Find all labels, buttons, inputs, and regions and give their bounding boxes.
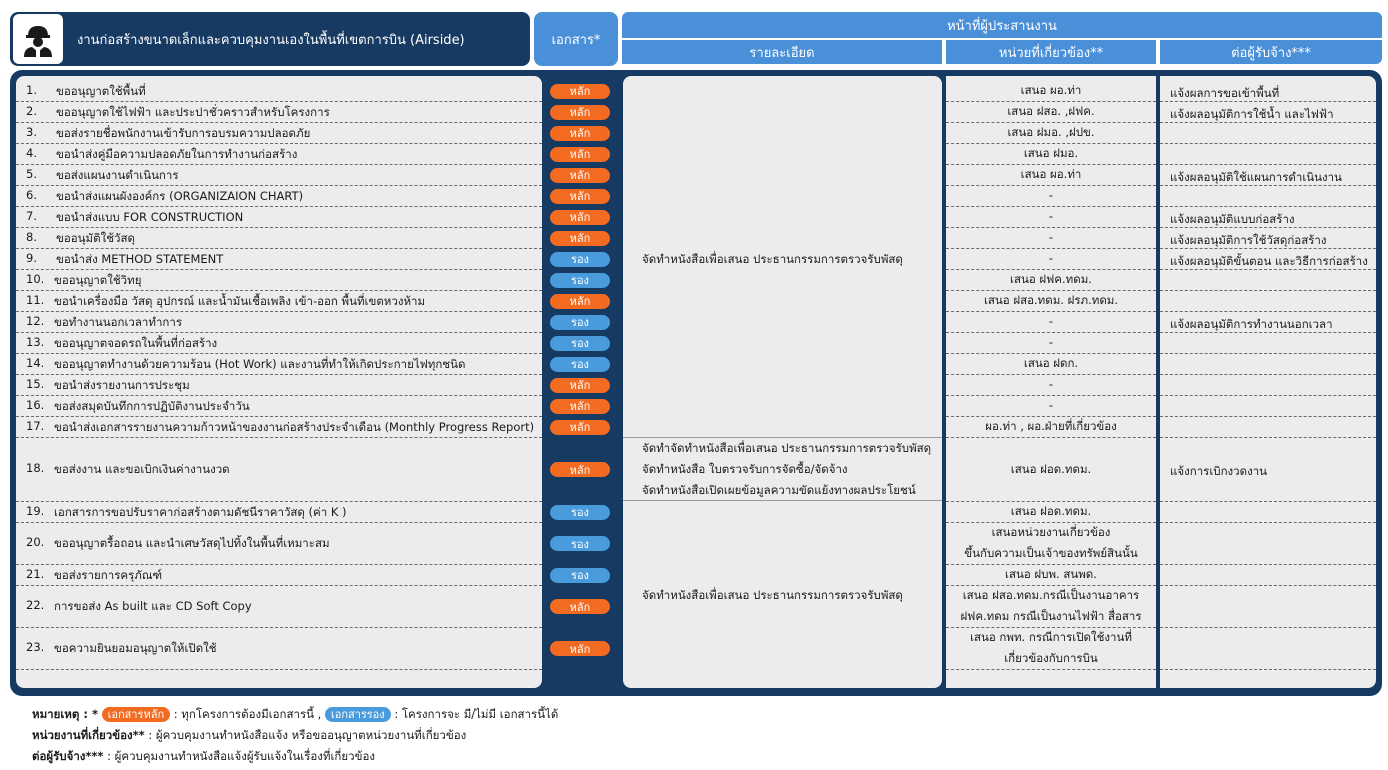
row-divider [1160, 522, 1376, 523]
row-divider [1160, 206, 1376, 207]
row-title: ขอส่งรายการครุภัณฑ์ [54, 567, 163, 582]
department-cell: - [1048, 398, 1054, 412]
row-number: 12. [26, 313, 45, 328]
department-cell: - [1048, 251, 1054, 265]
row-title: ขอนำส่ง METHOD STATEMENT [56, 251, 224, 266]
row-divider [16, 395, 542, 396]
department-cell: เสนอ ผอ.ท่า [1020, 167, 1082, 181]
department-cell: ฝฟค.ทดม กรณีเป็นงานไฟฟ้า สื่อสาร [960, 609, 1142, 623]
row-divider [16, 122, 542, 123]
row-divider [1160, 437, 1376, 438]
row-number: 17. [26, 418, 45, 433]
contractor-cell: แจ้งผลอนุมัติใช้แผนการดำเนินงาน [1170, 169, 1342, 184]
row-number: 15. [26, 376, 45, 391]
main-document-desc: : ทุกโครงการต้องมีเอกสารนี้ , [173, 707, 322, 721]
row-title: ขอนำเครื่องมือ วัสดุ อุปกรณ์ และน้ำมันเชื้อเพลิง เข้า-ออก พื้นที่เขตหวงห้าม [54, 293, 426, 308]
contractor-cell: แจ้งผลการขอเข้าพื้นที่ [1170, 85, 1280, 100]
contractor-cell: แจ้งผลอนุมัติขั้นตอน และวิธีการก่อสร้าง [1170, 253, 1368, 268]
page-title: งานก่อสร้างขนาดเล็กและควบคุมงานเองในพื้นที่เขตการบิน (Airside) [77, 32, 465, 48]
main-document-badge: หลัก [550, 231, 610, 246]
row-number: 13. [26, 334, 45, 349]
row-divider [1160, 290, 1376, 291]
row-divider [1160, 374, 1376, 375]
row-number: 5. [26, 166, 37, 181]
department-cell: ขึ้นกับความเป็นเจ้าของทรัพย์สินนั้น [964, 546, 1138, 560]
row-divider [1160, 143, 1376, 144]
row-number: 19. [26, 503, 45, 518]
sub-document-badge: รอง [550, 252, 610, 267]
main-document-badge: หลัก [550, 399, 610, 414]
row-divider [1160, 669, 1376, 670]
sub-document-badge: รอง [550, 505, 610, 520]
sub-document-desc: : โครงการจะ มี/ไม่มี เอกสารนี้ได้ [394, 707, 559, 721]
row-number: 14. [26, 355, 45, 370]
sub-document-pill: เอกสารรอง [325, 707, 391, 722]
row-divider [1160, 395, 1376, 396]
row-title: ขอทำงานนอกเวลาทำการ [54, 314, 182, 329]
department-cell: เสนอ ฝบพ. สนพด. [1005, 567, 1097, 581]
row-divider [16, 564, 542, 565]
row-divider [1160, 332, 1376, 333]
main-document-badge: หลัก [550, 641, 610, 656]
row-number: 7. [26, 208, 37, 223]
row-number: 20. [26, 535, 45, 549]
department-cell: ผอ.ท่า , ผอ.ฝ่ายที่เกี่ยวข้อง [985, 419, 1117, 433]
row-divider [16, 185, 542, 186]
row-divider [16, 206, 542, 207]
sub-document-badge: รอง [550, 315, 610, 330]
row-divider [946, 669, 1156, 670]
row-number: 4. [26, 145, 37, 160]
note-line-1 [32, 704, 558, 725]
row-number: 18. [26, 461, 45, 475]
row-number: 3. [26, 124, 37, 139]
row-number: 6. [26, 187, 37, 202]
row-divider [1160, 353, 1376, 354]
main-document-badge: หลัก [550, 84, 610, 99]
row-number: 16. [26, 397, 45, 412]
detail-group-2-line-1: จัดทำจัดทำหนังสือเพื่อเสนอ ประธานกรรมการตรวจรับพัสดุ [642, 441, 932, 455]
main-document-pill: เอกสารหลัก [102, 707, 170, 722]
row-title: ขอนำส่งเอกสารรายงานความก้าวหน้าของงานก่อสร้างประจำเดือน (Monthly Progress Report) [54, 419, 535, 434]
main-document-badge: หลัก [550, 105, 610, 120]
department-cell: เสนอ ฝมอ. [1023, 146, 1079, 160]
row-title: ขอส่งแผนงานดำเนินการ [56, 167, 179, 182]
row-title: ขอส่งงาน และขอเบิกเงินค่างานงวด [54, 462, 230, 476]
row-title: ขออนุญาตใช้ไฟฟ้า และประปาชั่วคราวสำหรับโครงการ [56, 104, 330, 119]
row-divider [16, 374, 542, 375]
sub-document-badge: รอง [550, 568, 610, 583]
row-divider [16, 248, 542, 249]
row-title: ขออนุญาตใช้วิทยุ [54, 272, 142, 287]
department-cell: เสนอ ผอ.ท่า [1020, 83, 1082, 97]
construction-worker-icon [13, 14, 63, 64]
row-divider [1160, 122, 1376, 123]
row-divider [16, 269, 542, 270]
main-document-badge: หลัก [550, 189, 610, 204]
row-title: ขออนุญาตทำงานด้วยความร้อน (Hot Work) และงานที่ทำให้เกิดประกายไฟทุกชนิด [54, 356, 466, 371]
row-number: 10. [26, 271, 45, 286]
department-cell: เสนอ ฝอด.ทดม. [1010, 504, 1092, 518]
detail-group-2-line-2: จัดทำหนังสือ ใบตรวจรับการจัดซื้อ/จัดจ้าง [642, 462, 848, 476]
department-cell: เสนอ ฝสอ.ทดม. ฝรภ.ทดม. [983, 293, 1119, 307]
department-cell: เกี่ยวข้องกับการบิน [1004, 651, 1098, 665]
row-divider [16, 522, 542, 523]
row-number: 11. [26, 292, 45, 307]
department-column-header: หน่วยที่เกี่ยวข้อง** [946, 40, 1156, 64]
row-number: 22. [26, 598, 45, 612]
row-divider [16, 585, 542, 586]
department-cell: - [1048, 209, 1054, 223]
row-divider [16, 290, 542, 291]
row-title: ขอส่งสมุดบันทึกการปฏิบัติงานประจำวัน [54, 398, 250, 413]
row-title: เอกสารการขอปรับราคาก่อสร้างตามดัชนีราคาวัสดุ (ค่า K ) [54, 504, 347, 519]
row-divider [946, 437, 1156, 438]
row-title: การขอส่ง As built และ CD Soft Copy [54, 599, 252, 613]
row-divider [1160, 269, 1376, 270]
department-cell: - [1048, 377, 1054, 391]
main-document-badge: หลัก [550, 168, 610, 183]
row-title: ขอนำส่งคู่มือความปลอดภัยในการทำงานก่อสร้าง [56, 146, 298, 161]
detail-group-2-line-3: จัดทำหนังสือเปิดเผยข้อมูลความขัดแย้งทางผลประโยชน์ [642, 483, 916, 497]
department-cell: - [1048, 335, 1054, 349]
department-cell: เสนอ ฝฟค.ทดม. [1010, 272, 1092, 286]
row-divider [1160, 311, 1376, 312]
note-line-2-label: หน่วยงานที่เกี่ยวข้อง** [32, 728, 145, 742]
row-title: ขออนุญาตรื้อถอน และนำเศษวัสดุไปทิ้งในพื้นที่เหมาะสม [54, 536, 330, 550]
row-divider [1160, 227, 1376, 228]
row-number: 21. [26, 566, 45, 581]
row-title: ขออนุมัติใช้วัสดุ [56, 230, 135, 245]
department-cell: - [1048, 314, 1054, 328]
contractor-cell: แจ้งการเบิกงวดงาน [1170, 464, 1268, 478]
department-cell: เสนอ กพท. กรณีการเปิดใช้งานที่ [970, 630, 1132, 644]
row-divider [1160, 564, 1376, 565]
contractor-cell: แจ้งผลอนุมัติการใช้น้ำ และไฟฟ้า [1170, 106, 1334, 121]
document-column-header: เอกสาร* [534, 12, 618, 66]
sub-document-badge: รอง [550, 273, 610, 288]
sub-document-badge: รอง [550, 357, 610, 372]
note-prefix: หมายเหตุ : * [32, 707, 98, 721]
row-divider [16, 669, 542, 670]
note-line-2-text: : ผู้ควบคุมงานทำหนังสือแจ้ง หรือขออนุญาตหน่วยงานที่เกี่ยวข้อง [148, 728, 467, 742]
row-number: 9. [26, 250, 37, 265]
row-title: ขอนำส่งแผนผังองค์กร (ORGANIZAION CHART) [56, 188, 304, 203]
row-number: 1. [26, 82, 37, 97]
row-title: ขออนุญาตใช้พื้นที่ [56, 83, 146, 98]
sub-document-badge: รอง [550, 536, 610, 551]
main-document-badge: หลัก [550, 599, 610, 614]
main-document-badge: หลัก [550, 210, 610, 225]
row-divider [1160, 501, 1376, 502]
coordinator-column-header: หน้าที่ผู้ประสานงาน [622, 12, 1382, 38]
main-document-badge: หลัก [550, 294, 610, 309]
row-divider [1160, 248, 1376, 249]
note-line-3-text: : ผู้ควบคุมงานทำหนังสือแจ้งผู้รับแจ้งในเรื่องที่เกี่ยวข้อง [107, 749, 375, 763]
row-divider [1160, 185, 1376, 186]
row-title: ขออนุญาตจอดรถในพื้นที่ก่อสร้าง [54, 335, 218, 350]
row-divider [1160, 585, 1376, 586]
row-title: ขอนำส่งรายงานการประชุม [54, 377, 190, 392]
row-divider [1160, 416, 1376, 417]
row-divider [16, 101, 542, 102]
main-document-badge: หลัก [550, 126, 610, 141]
main-document-badge: หลัก [550, 462, 610, 477]
row-divider [16, 311, 542, 312]
detail-group-3: จัดทำหนังสือเพื่อเสนอ ประธานกรรมการตรวจรับพัสดุ [642, 588, 903, 602]
department-cell: เสนอ ฝสอ.ทดม.กรณีเป็นงานอาคาร [962, 588, 1140, 602]
main-document-badge: หลัก [550, 378, 610, 393]
sub-document-badge: รอง [550, 336, 610, 351]
main-document-badge: หลัก [550, 147, 610, 162]
row-divider [16, 437, 542, 438]
row-divider [16, 143, 542, 144]
note-line-3-label: ต่อผู้รับจ้าง*** [32, 749, 104, 763]
contractor-column-header: ต่อผู้รับจ้าง*** [1160, 40, 1382, 64]
row-divider [16, 332, 542, 333]
row-divider [16, 353, 542, 354]
note-line-2 [32, 725, 558, 746]
row-divider [1160, 627, 1376, 628]
detail-group-1: จัดทำหนังสือเพื่อเสนอ ประธานกรรมการตรวจรับพัสดุ [642, 252, 903, 266]
row-divider [1160, 101, 1376, 102]
department-cell: เสนอ ฝอด.ทดม. [1010, 461, 1092, 476]
notes-section [32, 704, 558, 767]
row-number: 23. [26, 640, 45, 654]
department-cell: - [1048, 188, 1054, 202]
row-divider [16, 227, 542, 228]
row-divider [16, 501, 542, 502]
row-divider [16, 416, 542, 417]
contractor-cell: แจ้งผลอนุมัติการทำงานนอกเวลา [1170, 316, 1333, 331]
department-cell: เสนอ ฝมอ. ,ฝปข. [1007, 125, 1095, 139]
row-divider [16, 164, 542, 165]
department-cell: เสนอ ฝสอ. ,ฝฟค. [1007, 104, 1095, 118]
contractor-cell: แจ้งผลอนุมัติแบบก่อสร้าง [1170, 211, 1295, 226]
row-title: ขอส่งรายชื่อพนักงานเข้ารับการอบรมความปลอดภัย [56, 125, 311, 140]
row-divider [16, 627, 542, 628]
detail-column-header: รายละเอียด [622, 40, 942, 64]
note-line-3 [32, 746, 558, 767]
header-title-bar [10, 12, 530, 66]
row-number: 8. [26, 229, 37, 244]
main-document-badge: หลัก [550, 420, 610, 435]
row-title: ขอนำส่งแบบ FOR CONSTRUCTION [56, 209, 244, 224]
row-divider [1160, 164, 1376, 165]
department-cell: เสนอหน่วยงานเกี่ยวข้อง [991, 525, 1111, 539]
contractor-cell: แจ้งผลอนุมัติการใช้วัสดุก่อสร้าง [1170, 232, 1327, 247]
department-cell: - [1048, 230, 1054, 244]
row-title: ขอความยินยอมอนุญาตให้เปิดใช้ [54, 641, 217, 655]
department-cell: เสนอ ฝดก. [1023, 356, 1079, 370]
row-number: 2. [26, 103, 37, 118]
